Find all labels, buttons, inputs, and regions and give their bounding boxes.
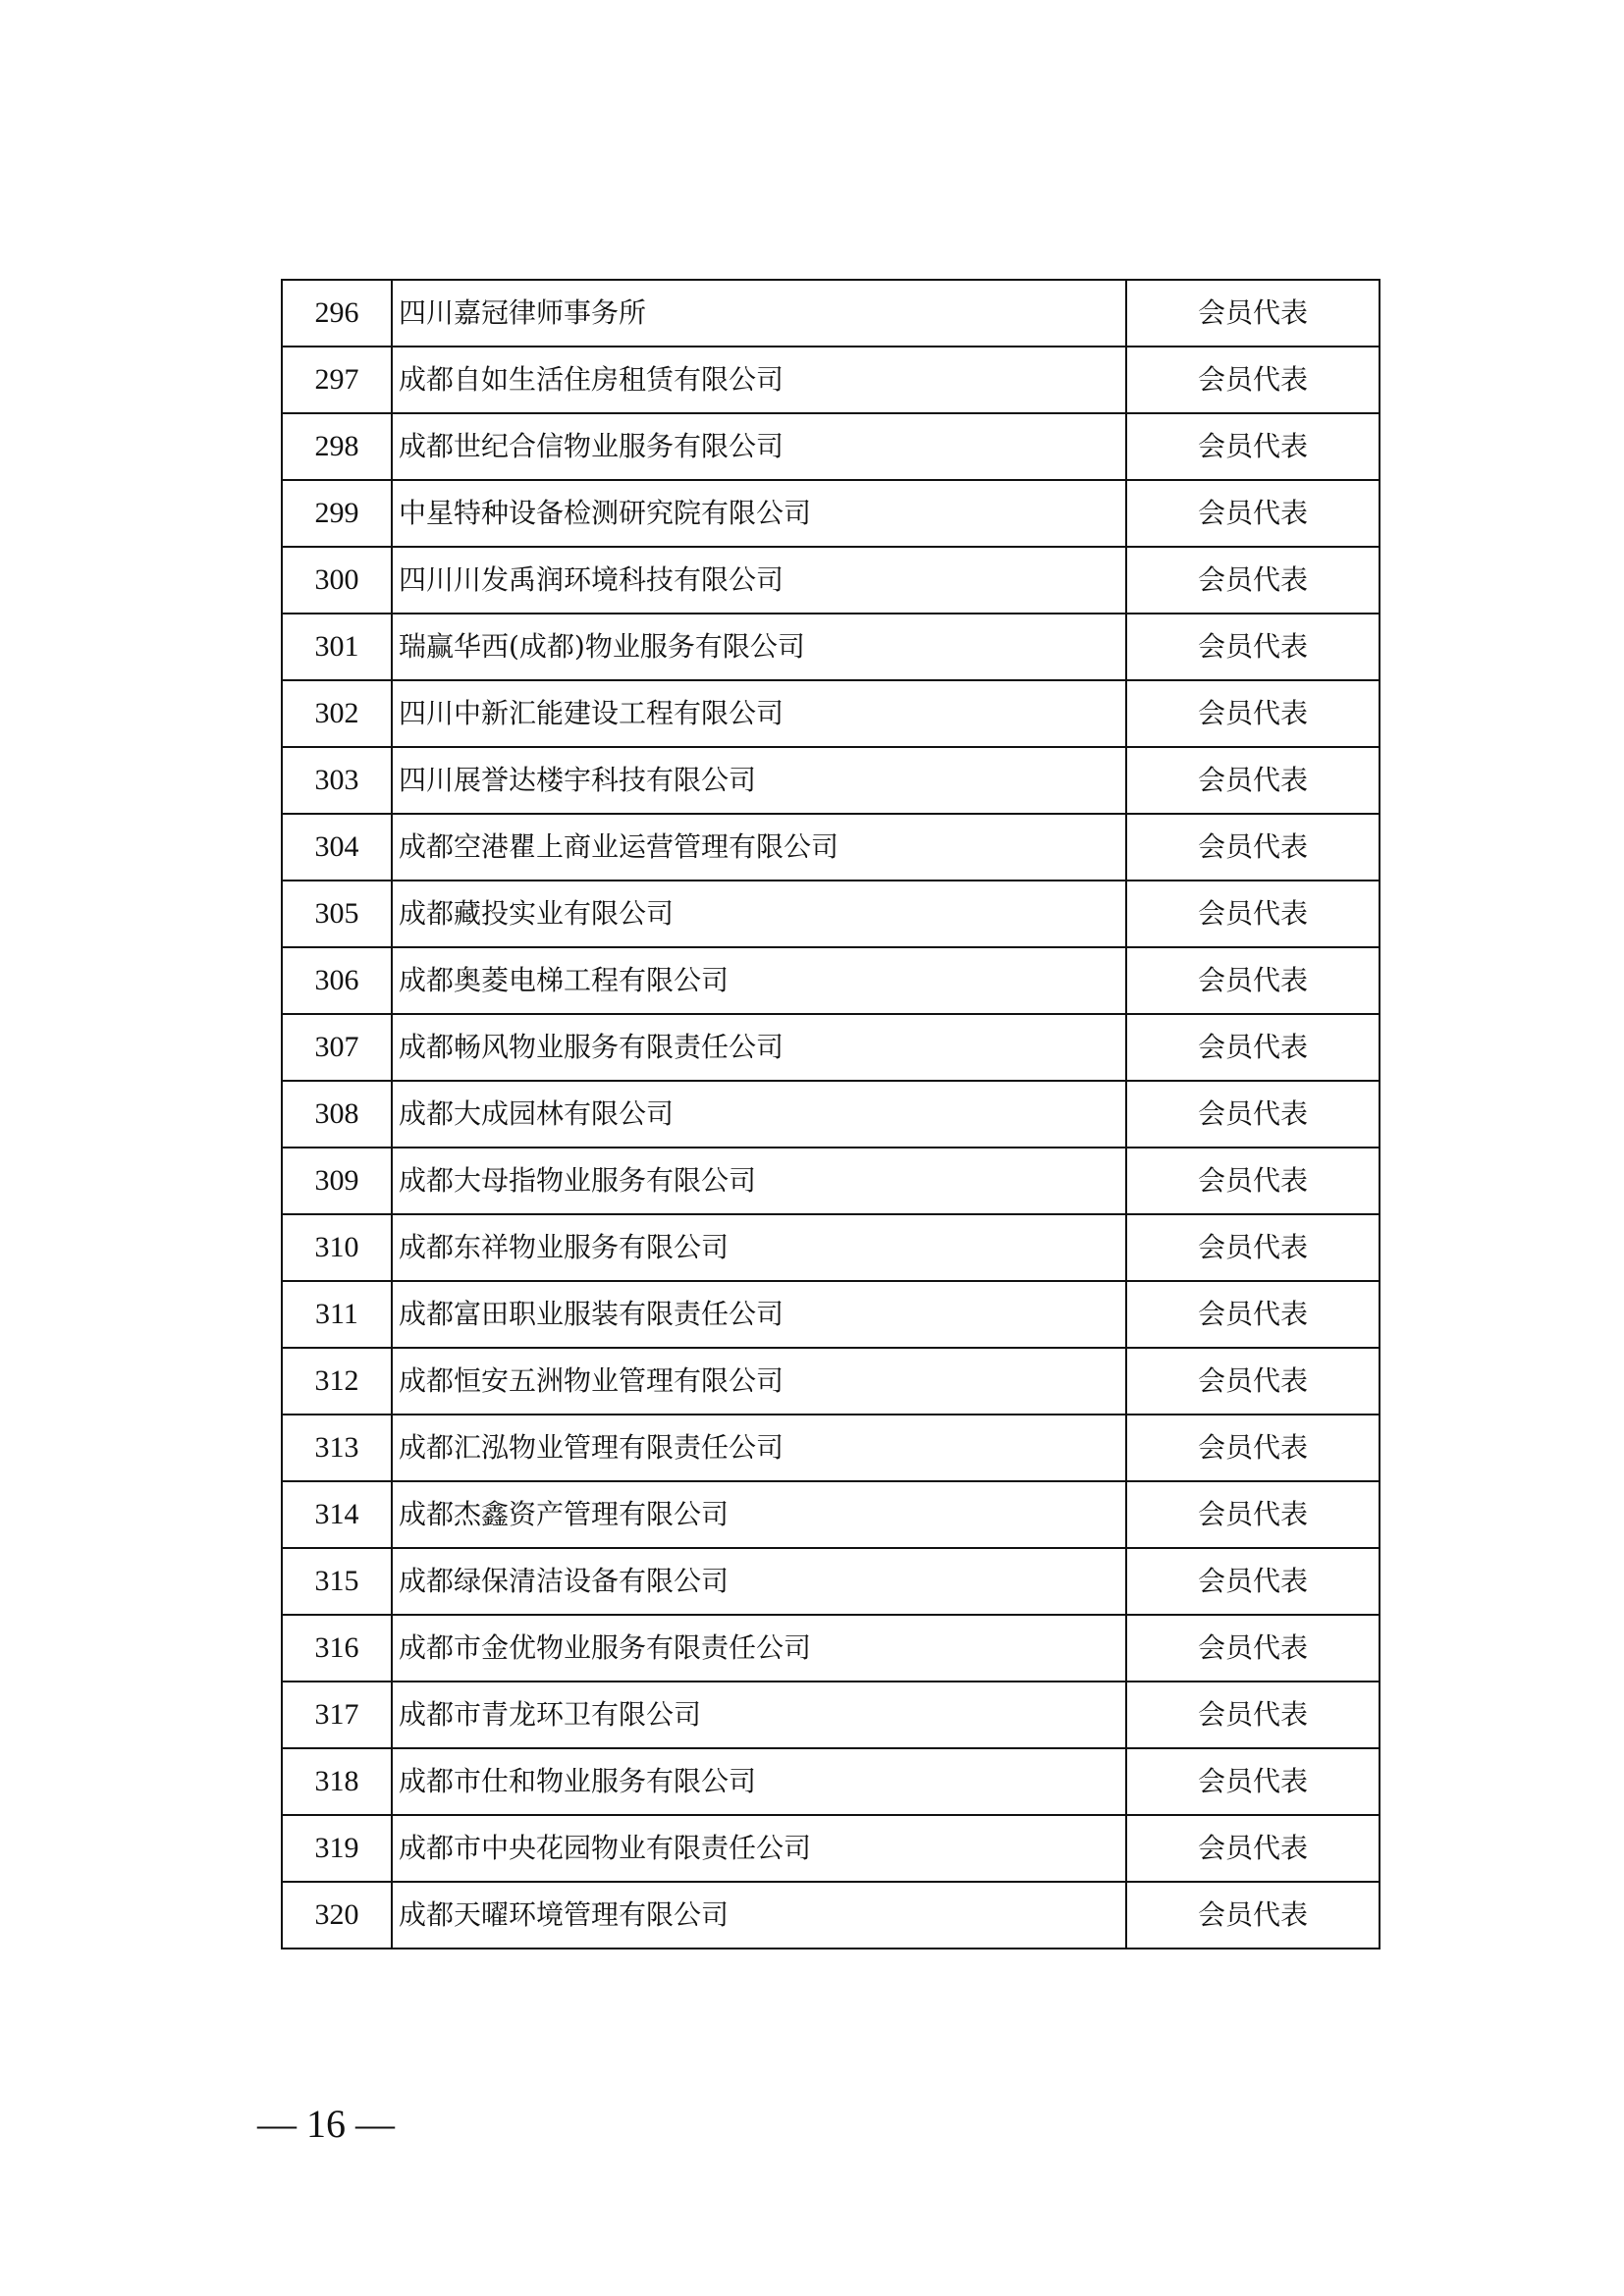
- row-number: 309: [282, 1148, 392, 1214]
- member-role: 会员代表: [1126, 1014, 1380, 1081]
- member-role: 会员代表: [1126, 413, 1380, 480]
- member-role: 会员代表: [1126, 881, 1380, 947]
- company-name: 成都恒安五洲物业管理有限公司: [392, 1348, 1126, 1415]
- table-row: [282, 547, 1380, 614]
- table-row: [282, 1348, 1380, 1415]
- company-name: 成都大母指物业服务有限公司: [392, 1148, 1126, 1214]
- table-row: [282, 347, 1380, 413]
- member-role: 会员代表: [1126, 547, 1380, 614]
- row-number: 304: [282, 814, 392, 881]
- member-role: 会员代表: [1126, 814, 1380, 881]
- table-row: [282, 1148, 1380, 1214]
- member-role: 会员代表: [1126, 1682, 1380, 1748]
- table-row: [282, 1748, 1380, 1815]
- table-row: [282, 413, 1380, 480]
- member-role: 会员代表: [1126, 1415, 1380, 1481]
- table-row: [282, 814, 1380, 881]
- company-name: 成都市青龙环卫有限公司: [392, 1682, 1126, 1748]
- member-role: 会员代表: [1126, 1214, 1380, 1281]
- company-name: 成都绿保清洁设备有限公司: [392, 1548, 1126, 1615]
- table-row: [282, 1281, 1380, 1348]
- row-number: 314: [282, 1481, 392, 1548]
- member-role: 会员代表: [1126, 747, 1380, 814]
- table-row: [282, 1615, 1380, 1682]
- row-number: 317: [282, 1682, 392, 1748]
- row-number: 319: [282, 1815, 392, 1882]
- member-role: 会员代表: [1126, 347, 1380, 413]
- row-number: 311: [282, 1281, 392, 1348]
- member-role: 会员代表: [1126, 1281, 1380, 1348]
- row-number: 305: [282, 881, 392, 947]
- member-role: 会员代表: [1126, 280, 1380, 347]
- row-number: 318: [282, 1748, 392, 1815]
- member-role: 会员代表: [1126, 1815, 1380, 1882]
- table-row: [282, 1481, 1380, 1548]
- member-role: 会员代表: [1126, 1481, 1380, 1548]
- table-row: [282, 1081, 1380, 1148]
- company-name: 成都杰鑫资产管理有限公司: [392, 1481, 1126, 1548]
- member-role: 会员代表: [1126, 1348, 1380, 1415]
- member-role: 会员代表: [1126, 1882, 1380, 1949]
- company-name: 中星特种设备检测研究院有限公司: [392, 480, 1126, 547]
- company-name: 瑞赢华西(成都)物业服务有限公司: [392, 614, 1126, 680]
- row-number: 306: [282, 947, 392, 1014]
- member-role: 会员代表: [1126, 1615, 1380, 1682]
- row-number: 299: [282, 480, 392, 547]
- company-name: 成都奥菱电梯工程有限公司: [392, 947, 1126, 1014]
- member-role: 会员代表: [1126, 1748, 1380, 1815]
- company-name: 成都东祥物业服务有限公司: [392, 1214, 1126, 1281]
- company-name: 成都天曜环境管理有限公司: [392, 1882, 1126, 1949]
- member-table-body: [282, 280, 1380, 1949]
- row-number: 302: [282, 680, 392, 747]
- page-number: — 16 —: [257, 2102, 395, 2146]
- company-name: 四川中新汇能建设工程有限公司: [392, 680, 1126, 747]
- row-number: 297: [282, 347, 392, 413]
- table-row: [282, 1882, 1380, 1949]
- table-row: [282, 881, 1380, 947]
- member-role: 会员代表: [1126, 480, 1380, 547]
- row-number: 315: [282, 1548, 392, 1615]
- company-name: 成都市仕和物业服务有限公司: [392, 1748, 1126, 1815]
- company-name: 四川川发禹润环境科技有限公司: [392, 547, 1126, 614]
- row-number: 296: [282, 280, 392, 347]
- row-number: 310: [282, 1214, 392, 1281]
- row-number: 313: [282, 1415, 392, 1481]
- row-number: 320: [282, 1882, 392, 1949]
- member-role: 会员代表: [1126, 614, 1380, 680]
- company-name: 成都世纪合信物业服务有限公司: [392, 413, 1126, 480]
- table-row: [282, 614, 1380, 680]
- row-number: 307: [282, 1014, 392, 1081]
- table-row: [282, 747, 1380, 814]
- row-number: 312: [282, 1348, 392, 1415]
- row-number: 303: [282, 747, 392, 814]
- company-name: 四川展誉达楼宇科技有限公司: [392, 747, 1126, 814]
- table-row: [282, 1214, 1380, 1281]
- table-row: [282, 1815, 1380, 1882]
- company-name: 成都市中央花园物业有限责任公司: [392, 1815, 1126, 1882]
- company-name: 成都畅风物业服务有限责任公司: [392, 1014, 1126, 1081]
- member-table: [281, 279, 1380, 1949]
- table-row: [282, 1415, 1380, 1481]
- table-row: [282, 1682, 1380, 1748]
- table-row: [282, 1548, 1380, 1615]
- row-number: 308: [282, 1081, 392, 1148]
- row-number: 298: [282, 413, 392, 480]
- table-row: [282, 480, 1380, 547]
- member-role: 会员代表: [1126, 1081, 1380, 1148]
- company-name: 成都空港瞿上商业运营管理有限公司: [392, 814, 1126, 881]
- table-row: [282, 680, 1380, 747]
- company-name: 四川嘉冠律师事务所: [392, 280, 1126, 347]
- company-name: 成都富田职业服装有限责任公司: [392, 1281, 1126, 1348]
- member-role: 会员代表: [1126, 1548, 1380, 1615]
- company-name: 成都市金优物业服务有限责任公司: [392, 1615, 1126, 1682]
- row-number: 300: [282, 547, 392, 614]
- row-number: 301: [282, 614, 392, 680]
- member-role: 会员代表: [1126, 947, 1380, 1014]
- table-row: [282, 1014, 1380, 1081]
- row-number: 316: [282, 1615, 392, 1682]
- member-role: 会员代表: [1126, 680, 1380, 747]
- table-row: [282, 947, 1380, 1014]
- table-row: [282, 280, 1380, 347]
- company-name: 成都大成园林有限公司: [392, 1081, 1126, 1148]
- company-name: 成都自如生活住房租赁有限公司: [392, 347, 1126, 413]
- company-name: 成都藏投实业有限公司: [392, 881, 1126, 947]
- member-role: 会员代表: [1126, 1148, 1380, 1214]
- company-name: 成都汇泓物业管理有限责任公司: [392, 1415, 1126, 1481]
